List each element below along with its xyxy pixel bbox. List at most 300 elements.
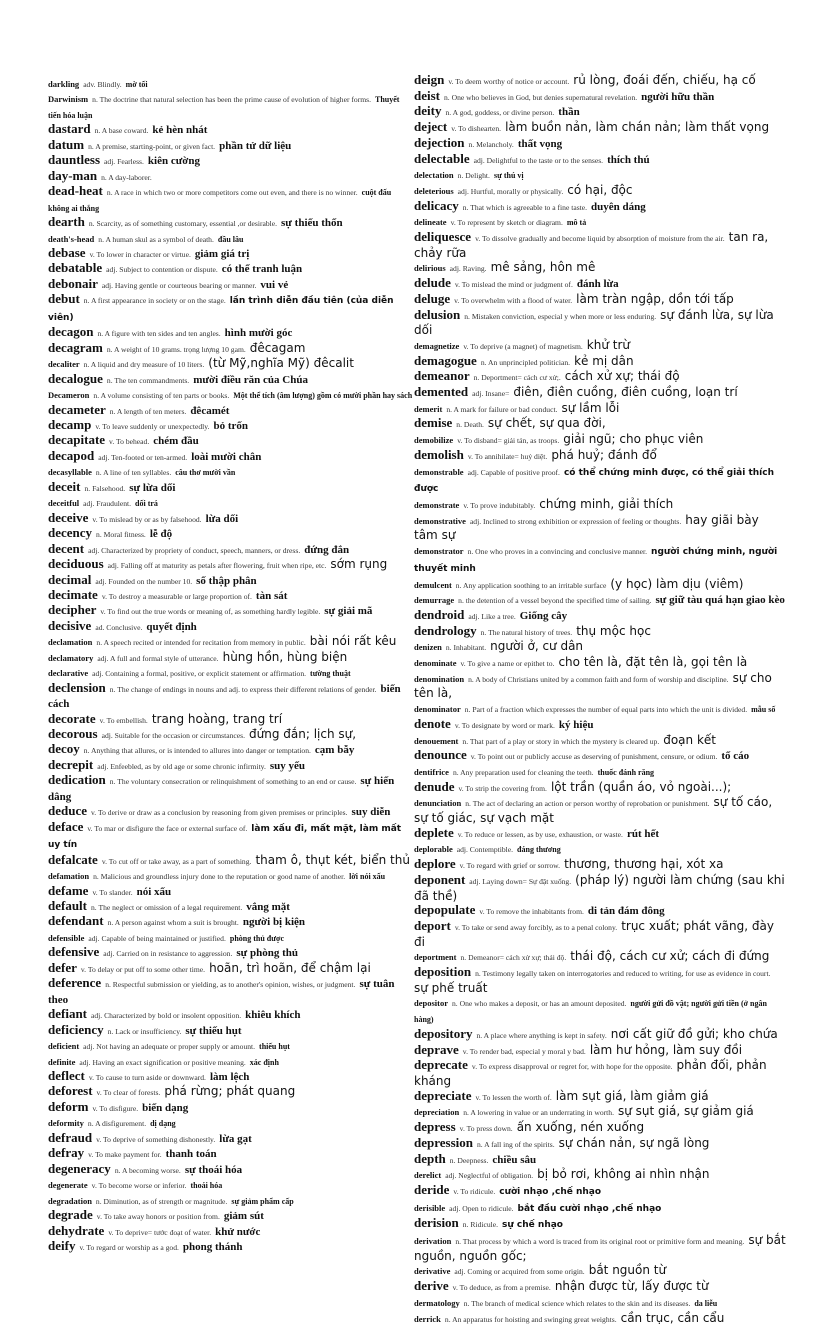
definition: n. Malicious and groundless injury done to the reputation or good name of another.: [93, 872, 346, 882]
translation: ký hiệu: [558, 718, 594, 731]
headword: declamation: [48, 637, 93, 648]
dictionary-entry: [48, 634, 413, 649]
dictionary-entry: [414, 199, 786, 215]
dictionary-entry: [414, 1295, 786, 1311]
dictionary-entry: [48, 277, 413, 292]
definition: n. Any preparation used for cleaning the teeth.: [452, 767, 594, 777]
dictionary-entry: [414, 104, 786, 120]
definition: v. To mar or disfigure the face or external surface of.: [87, 823, 248, 833]
translation: loài mười chân: [191, 450, 262, 463]
translation: thất vọng: [517, 137, 563, 150]
translation: vắng mặt: [246, 901, 290, 914]
translation: phần tử dữ liệu: [219, 139, 292, 152]
dictionary-entry: [414, 1136, 786, 1152]
headword: delineate: [414, 217, 447, 228]
dictionary-entry: [414, 214, 786, 230]
definition: adj. Characterized by bold or insolent opposition.: [91, 1011, 242, 1021]
headword: deliquesce: [414, 229, 472, 245]
dictionary-entry: [48, 449, 413, 464]
dictionary-entry: [414, 577, 786, 593]
translation: cạm bẫy: [314, 744, 355, 757]
dictionary-entry: [48, 1054, 413, 1069]
headword: decaliter: [48, 359, 80, 370]
translation: điên, điên cuồng, điên cuồng, loạn trí: [513, 385, 738, 400]
translation: sự tố cáo, sự tố giác, sự vạch mặt: [414, 795, 773, 826]
definition: v. To find out the true words or meaning of, as something hardly legible.: [100, 607, 321, 617]
headword: deluge: [414, 290, 451, 306]
dictionary-entry: [414, 401, 786, 417]
headword: demented: [414, 384, 469, 400]
headword: debatable: [48, 260, 103, 276]
translation: lừa dối: [205, 512, 239, 525]
definition: n. Diminution, as of strength or magnitude.: [95, 1196, 228, 1206]
headword: delicacy: [414, 197, 459, 213]
headword: depression: [414, 1134, 473, 1150]
translation: sớm rụng: [330, 557, 388, 572]
definition: adj. Delightful to the taste or to the senses.: [473, 155, 604, 165]
translation: bắt đầu cười nhạo ,chế nhạo: [517, 1203, 662, 1214]
translation: hùng hồn, hùng biện: [222, 649, 348, 664]
dictionary-entry: [414, 795, 786, 825]
headword: derivation: [414, 1236, 452, 1247]
definition: n. An unprincipled politician.: [480, 357, 571, 367]
translation: kẻ mị dân: [574, 353, 634, 368]
dictionary-entry: [48, 261, 413, 276]
headword: degradation: [48, 1195, 92, 1206]
definition: n. A length of ten meters.: [109, 406, 187, 416]
headword: deceit: [48, 478, 81, 494]
translation: chứng minh, giải thích: [539, 496, 674, 511]
definition: n. That process by which a word is traced from its original root or primitive form and meaning.: [455, 1237, 745, 1247]
headword: defame: [48, 882, 89, 898]
headword: delectable: [414, 150, 470, 166]
headword: deify: [48, 1237, 76, 1253]
definition: v. To deem worthy of notice or account.: [448, 77, 570, 86]
headword: deride: [414, 1181, 450, 1197]
definition: adj. Capable of being maintained or justified.: [88, 933, 226, 943]
headword: decent: [48, 540, 85, 556]
definition: n. Death.: [456, 420, 484, 430]
headword: decrepit: [48, 756, 94, 772]
headword: derelict: [414, 1170, 442, 1181]
dictionary-entry: [48, 341, 413, 356]
dictionary-entry: [48, 1239, 413, 1254]
definition: v. To give a name or epithet to.: [460, 659, 555, 669]
dictionary-entry: [414, 1233, 786, 1263]
headword: degenerate: [48, 1180, 88, 1191]
headword: demobilize: [414, 435, 454, 446]
dictionary-entry: [48, 1193, 413, 1208]
definition: adj. Having an exact signification or positive meaning.: [79, 1057, 246, 1067]
headword: denouement: [414, 735, 459, 746]
translation: thiếu hụt: [259, 1042, 290, 1052]
translation: phá rừng; phát quang: [164, 1084, 296, 1099]
definition: v. To destroy a measurable or large proportion of.: [101, 591, 252, 601]
headword: decagram: [48, 339, 103, 355]
headword: demolish: [414, 446, 464, 462]
translation: rút hết: [626, 827, 660, 840]
dictionary-entry: [414, 1200, 786, 1217]
translation: cách xử xự; thái độ: [564, 369, 680, 384]
dictionary-entry: [414, 717, 786, 733]
definition: n. The change of endings in nouns and adj. to express their different relations of gender.: [109, 684, 377, 694]
dictionary-entry: [48, 1177, 413, 1192]
translation: mô tả: [566, 218, 587, 228]
definition: n. A race in which two or more competitors come out even, and there is no winner.: [106, 188, 358, 198]
translation: sự lầm lỗi: [561, 400, 620, 415]
translation: cho tên là, đặt tên là, gọi tên là: [558, 655, 748, 670]
translation: đêcagam: [249, 340, 306, 355]
headword: dendrology: [414, 622, 477, 638]
translation: (y học) làm dịu (viêm): [610, 576, 744, 591]
translation: sự giải mã: [324, 605, 373, 618]
definition: v. To deprive of something dishonestly.: [96, 1134, 216, 1144]
translation: đánh lừa: [576, 278, 619, 291]
definition: n. One who believes in God, but denies supernatural revelation.: [444, 92, 638, 102]
translation: cười nhạo ,chế nhạo: [499, 1186, 602, 1197]
definition: adj. Falling off at maturity as petals after flowering, fruit when ripe, etc.: [107, 561, 327, 571]
translation: đêcamét: [190, 404, 230, 417]
dictionary-entry: [48, 215, 413, 230]
translation: người bị kiện: [242, 916, 306, 929]
translation: kẻ hèn nhát: [152, 124, 208, 137]
definition: v. To express disapproval or regret for, with hope for the opposite.: [471, 1062, 673, 1072]
definition: adj. Containing a formal, positive, or explicit statement or affirmation.: [92, 669, 307, 679]
headword: denominate: [414, 658, 457, 669]
translation: sự giảm phẩm cấp: [231, 1196, 294, 1206]
headword: decency: [48, 525, 93, 541]
definition: n. Deepness.: [449, 1155, 489, 1165]
headword: demurrage: [414, 595, 455, 606]
translation: sự chế nhạo: [502, 1220, 563, 1231]
headword: decorate: [48, 710, 96, 726]
translation: suy diễn: [351, 806, 391, 819]
headword: derive: [414, 1278, 449, 1294]
headword: defensive: [48, 944, 100, 960]
definition: n. Lack or insufficiency.: [107, 1026, 182, 1036]
headword: denizen: [414, 642, 442, 653]
translation: trục xuất; phát vãng, đày đi: [414, 918, 774, 949]
definition: n. The ten commandments.: [106, 375, 190, 385]
headword: decasyllable: [48, 467, 92, 478]
dictionary-entry: [48, 603, 413, 618]
headword: dead-heat: [48, 183, 103, 199]
definition: adj. Open to ridicule.: [449, 1203, 514, 1213]
dictionary-entry: [48, 588, 413, 603]
headword: declamatory: [48, 652, 94, 663]
dictionary-entry: [414, 464, 786, 497]
headword: deficiency: [48, 1021, 104, 1037]
headword: depreciation: [414, 1107, 460, 1118]
definition: n. The act of declaring an action or person worthy of reprobation or punishment.: [465, 799, 710, 809]
dictionary-entry: [414, 543, 786, 576]
definition: v. To overwhelm with a flood of water.: [454, 295, 573, 305]
definition: n. A lowering in value or an underrating in worth.: [463, 1108, 614, 1118]
dictionary-entry: [48, 914, 413, 929]
dictionary-entry: [414, 385, 786, 401]
definition: v. To disband= giải tán, as troops.: [457, 436, 560, 446]
translation: người gửi đồ vật; người gửi tiền (ở ngân hàng): [414, 999, 767, 1025]
dictionary-entry: [414, 919, 786, 949]
translation: vui vẻ: [260, 278, 289, 291]
definition: v. To become worse or inferior.: [91, 1181, 187, 1191]
definition: n. Mistaken conviction, especial y when more or less enduring.: [464, 311, 657, 321]
translation: Thuyết tiến hóa luận: [48, 95, 400, 120]
headword: degeneracy: [48, 1160, 111, 1176]
translation: phong thánh: [182, 1240, 243, 1253]
headword: deformity: [48, 1118, 84, 1129]
headword: definite: [48, 1056, 76, 1067]
definition: adj. Raving.: [449, 264, 487, 274]
headword: decorous: [48, 726, 98, 742]
translation: tàn sát: [255, 589, 288, 602]
definition: n. Ridicule.: [462, 1220, 499, 1230]
headword: demerit: [414, 403, 443, 414]
translation: sự cho tên là,: [414, 670, 772, 701]
headword: deface: [48, 818, 84, 834]
dictionary-entry: [414, 292, 786, 308]
translation: làm lệch: [209, 1071, 250, 1083]
definition: v. To regard or worship as a god.: [79, 1242, 179, 1252]
dictionary-entry: [414, 1104, 786, 1120]
definition: n. Falsehood.: [84, 483, 126, 493]
translation: người chứng minh, người thuyết minh: [414, 547, 778, 574]
headword: delirious: [414, 263, 446, 274]
definition: adj. Like a tree.: [468, 611, 516, 621]
definition: n. A place where anything is kept in safety.: [476, 1030, 607, 1040]
definition: adj. Laying down= Sự đặt xuống.: [469, 876, 572, 886]
definition: adj. Not having an adequate or proper supply or amount.: [83, 1042, 256, 1052]
dictionary-entry: [48, 650, 413, 665]
translation: thụ mộc học: [576, 623, 651, 638]
dictionary-entry: [48, 1224, 413, 1239]
definition: adj. Insane=: [472, 389, 510, 399]
dictionary-entry: [414, 701, 786, 717]
definition: n. Melancholy.: [468, 139, 514, 149]
translation: thuốc đánh răng: [597, 767, 655, 777]
headword: deplete: [414, 824, 454, 840]
headword: demonstrator: [414, 546, 464, 557]
headword: deforest: [48, 1083, 93, 1099]
definition: v. To deprive (a magnet) of magnetism.: [463, 341, 583, 351]
translation: lần trình diễn đầu tiên (của diễn viên): [48, 296, 394, 323]
headword: depth: [414, 1150, 446, 1166]
headword: denomination: [414, 673, 465, 684]
translation: ấn xuống, nén xuống: [516, 1120, 645, 1135]
definition: n. Delight.: [457, 171, 490, 181]
definition: adj. Contemptible.: [456, 845, 514, 855]
translation: quyết định: [146, 620, 197, 633]
dictionary-entry: [414, 671, 786, 701]
dictionary-entry: [414, 230, 786, 260]
definition: v. To represent by sketch or diagram.: [450, 218, 563, 228]
left-column: [48, 76, 413, 1254]
headword: defray: [48, 1145, 85, 1161]
headword: deplore: [414, 856, 456, 872]
definition: v. To disfigure.: [92, 1103, 139, 1113]
translation: sự thiếu hụt: [185, 1024, 242, 1037]
translation: làm hư hỏng, làm suy đồi: [589, 1042, 743, 1057]
headword: derisible: [414, 1202, 446, 1213]
dictionary-entry: [48, 495, 413, 510]
headword: depopulate: [414, 902, 476, 918]
headword: declension: [48, 679, 106, 695]
translation: mê sảng, hôn mê: [490, 260, 596, 275]
headword: derivative: [414, 1266, 451, 1277]
dictionary-entry: [48, 853, 413, 868]
translation: dối trá: [135, 499, 158, 509]
translation: người ở, cư dân: [490, 639, 584, 654]
translation: hay giãi bày tâm sự: [414, 512, 759, 543]
translation: thoái hóa: [190, 1181, 223, 1191]
definition: n. The voluntary consecration or relinquishment of something to an end or cause.: [109, 777, 357, 787]
translation: dị dạng: [150, 1119, 176, 1129]
translation: bị bỏ rơi, không ai nhìn nhận: [537, 1167, 710, 1182]
definition: n. A first appearance in society or on the stage.: [83, 296, 226, 306]
translation: sự thoái hóa: [184, 1163, 243, 1176]
translation: xác định: [249, 1057, 279, 1067]
dictionary-entry: [414, 965, 786, 995]
dictionary-entry: [414, 748, 786, 764]
definition: n. Anything that allures, or is intended to allures into danger or temptation.: [83, 746, 311, 756]
dictionary-entry: [48, 727, 413, 742]
headword: denote: [414, 715, 451, 731]
definition: n. An apparatus for hoisting and swinging great weights.: [444, 1314, 617, 1324]
translation: bắt nguồn từ: [588, 1263, 667, 1278]
definition: n. A premise, starting-point, or given fact.: [88, 141, 216, 151]
dictionary-entry: [48, 804, 413, 819]
dictionary-entry: [48, 231, 413, 246]
dictionary-entry: [414, 903, 786, 919]
translation: phòng thủ được: [229, 933, 285, 943]
definition: n. Any application soothing to an irritable surface: [455, 580, 607, 590]
dictionary-entry: [48, 153, 413, 168]
definition: n. That which is agreeable to a fine taste.: [462, 202, 588, 212]
definition: ad. Conclusive.: [95, 622, 143, 632]
headword: delectation: [414, 170, 454, 181]
dictionary-entry: [414, 826, 786, 842]
definition: v. To reduce or lessen, as by use, exhaustion, or waste.: [457, 829, 623, 839]
headword: depository: [414, 1025, 473, 1041]
dictionary-entry: [48, 76, 413, 91]
dictionary-entry: [48, 976, 413, 1007]
headword: deity: [414, 103, 442, 119]
headword: deduce: [48, 803, 87, 819]
definition: adj. A full and formal style of utterance.: [97, 653, 219, 663]
definition: v. To prove indubitably.: [463, 500, 536, 510]
headword: debase: [48, 244, 86, 260]
translation: người hữu thần: [641, 90, 715, 103]
headword: deposition: [414, 964, 472, 980]
dictionary-entry: [414, 448, 786, 464]
translation: thái độ, cách cư xử; cách đi đứng: [570, 949, 770, 964]
headword: dedication: [48, 772, 106, 788]
dictionary-entry: [48, 820, 413, 853]
headword: deprave: [414, 1041, 459, 1057]
headword: decoy: [48, 741, 80, 757]
definition: n. A liquid and dry measure of 10 liters.: [83, 360, 205, 370]
dictionary-entry: [414, 120, 786, 136]
definition: v. To derive or draw as a conclusion by reasoning from given premises or principles.: [91, 808, 348, 818]
headword: declarative: [48, 668, 89, 679]
translation: giảm giá trị: [194, 247, 250, 260]
headword: defensible: [48, 932, 85, 943]
headword: decameter: [48, 401, 106, 417]
definition: v. To make payment for.: [88, 1150, 162, 1160]
translation: đứng đắn: [304, 543, 350, 556]
headword: deign: [414, 72, 445, 87]
definition: n. A base coward.: [94, 126, 149, 136]
translation: sự sụt giá, sự giảm giá: [617, 1104, 754, 1119]
translation: sự chết, sự qua đời,: [487, 416, 606, 431]
headword: decagon: [48, 324, 94, 340]
definition: n. A day-laborer.: [101, 172, 152, 182]
translation: làm sụt giá, làm giảm giá: [555, 1088, 709, 1103]
definition: v. To annihilate= huỷ diệt.: [467, 451, 548, 461]
headword: defiant: [48, 1006, 87, 1022]
translation: sự thiếu thốn: [281, 217, 343, 230]
translation: khiêu khích: [245, 1009, 301, 1022]
definition: v. To dissolve gradually and become liquid by absorption of moisture from the air.: [475, 234, 725, 244]
headword: defamation: [48, 871, 90, 882]
translation: phản đối, phản kháng: [414, 1058, 767, 1088]
definition: adj. Characterized by propriety of conduct, speech, manners, or dress.: [88, 545, 301, 555]
definition: n. A mark for failure or bad conduct.: [446, 404, 558, 414]
dictionary-entry: [414, 73, 786, 89]
headword: darkling: [48, 79, 80, 89]
dictionary-entry: [48, 1162, 413, 1177]
translation: Một thể tích (âm lượng) gồm có mười phần hay sách: [233, 391, 413, 401]
translation: nhận được từ, lấy được từ: [554, 1279, 709, 1294]
dictionary-entry: [48, 1007, 413, 1022]
translation: duyên dáng: [591, 200, 646, 213]
definition: n. A speech recited or intended for recitation from memory in public.: [96, 638, 306, 648]
translation: (pháp lý) người làm chứng (sau khi đã thề): [414, 872, 785, 903]
headword: Darwinism: [48, 94, 89, 105]
headword: denunciation: [414, 798, 462, 809]
headword: decipher: [48, 602, 97, 618]
definition: v. To cut off or take away, as a part of something.: [101, 856, 252, 866]
dictionary-entry: [414, 260, 786, 276]
translation: di tản đám đông: [587, 905, 665, 918]
translation: sự phế truất: [414, 980, 488, 995]
dictionary-entry: [414, 764, 786, 780]
headword: decapod: [48, 447, 95, 463]
headword: denominator: [414, 704, 461, 715]
dictionary-entry: [48, 773, 413, 804]
translation: Giống cây: [519, 609, 568, 622]
dictionary-entry: [414, 1311, 786, 1326]
dictionary-entry: [414, 1058, 786, 1088]
definition: v. To mislead by or as by falsehood.: [92, 514, 202, 524]
headword: deist: [414, 87, 440, 103]
headword: default: [48, 898, 87, 914]
translation: sự bắt nguồn, nguồn gốc;: [414, 1233, 786, 1263]
translation: lột trần (quần áo, vỏ ngoài...);: [550, 779, 732, 794]
dictionary-entry: [414, 338, 786, 354]
definition: v. To take or send away forcibly, as to a penal colony.: [454, 922, 618, 932]
definition: v. To regard with grief or sorrow.: [459, 861, 561, 871]
definition: adj. Inclined to strong exhibition or expression of feeling or thoughts.: [469, 516, 682, 526]
dictionary-entry: [48, 945, 413, 960]
dictionary-entry: [48, 557, 413, 572]
dictionary-entry: [414, 1279, 786, 1295]
definition: adj. Coming or acquired from some origin.: [454, 1267, 585, 1277]
headword: debonair: [48, 275, 98, 291]
translation: cần trục, cần cẩu: [620, 1310, 725, 1325]
translation: giải ngũ; cho phục viên: [563, 432, 704, 447]
definition: v. To slander.: [92, 887, 133, 897]
